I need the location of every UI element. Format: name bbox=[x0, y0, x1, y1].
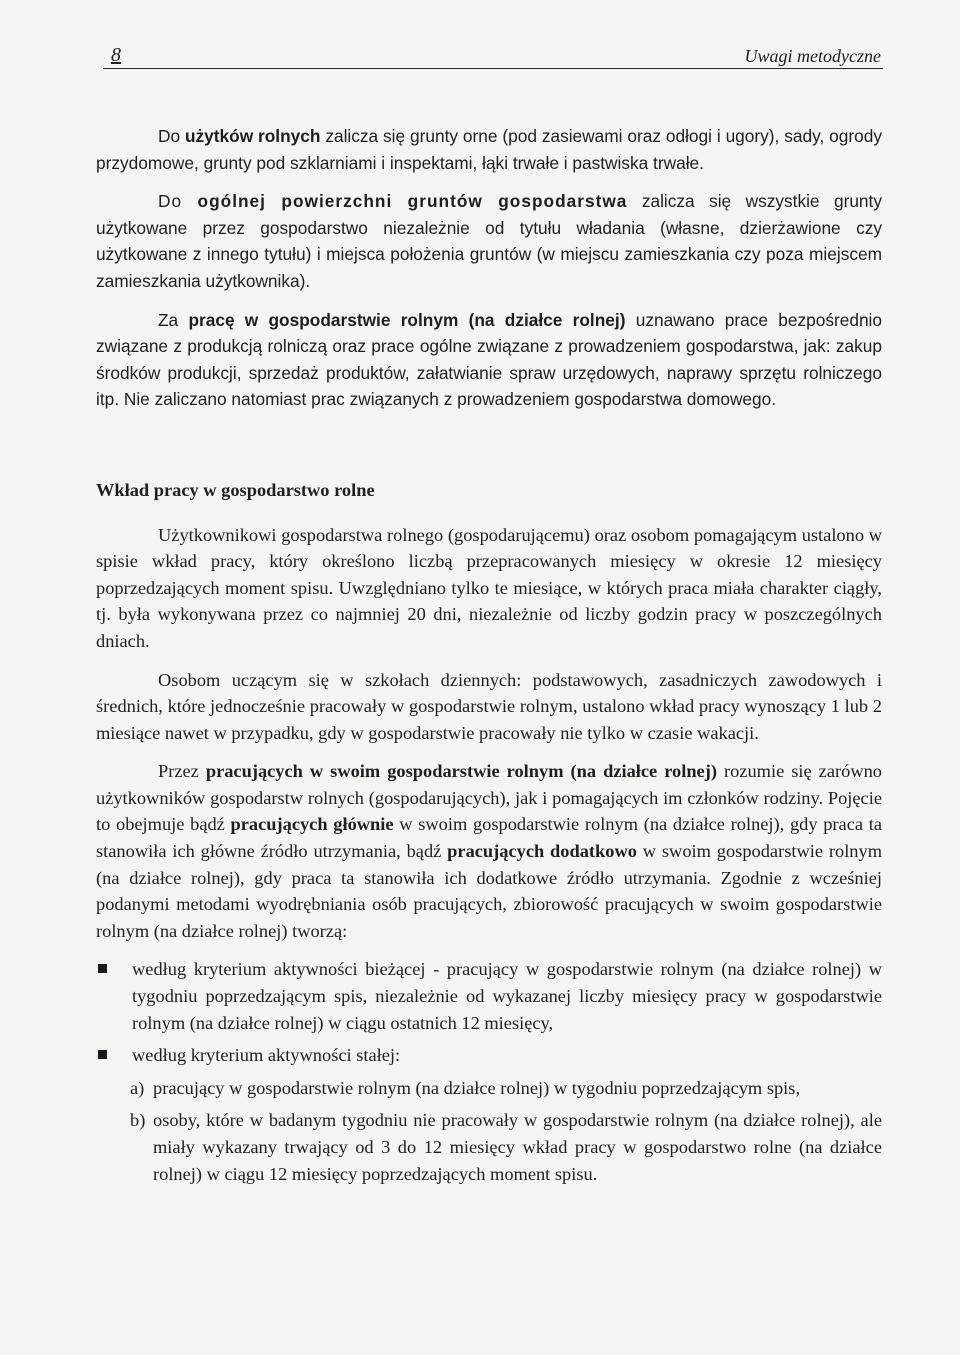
term-pracujacy-w-gospodarstwie: pracujących w swoim gospodarstwie rolnym (na działce rolnej) bbox=[205, 761, 717, 782]
paragraph-praca-w-gospodarstwie bbox=[96, 307, 882, 413]
paragraph-uzytki-rolne bbox=[96, 123, 882, 176]
sub-list-item bbox=[96, 1107, 882, 1187]
text-run: uznawano prace bezpośrednio związane z produkcją rolniczą oraz prace ogólne związane z prowadzeniem gospodarstwa, jak: zakup środków produkcji, sprzedaż produktów, załatwianie spraw urzędowych, naprawy sprzętu rolniczego itp. Nie zaliczano natomiast prac związanych z prowadzeniem gospodarstwa domowego. bbox=[96, 309, 882, 410]
text-run: zalicza się wszystkie grunty użytkowane przez gospodarstwo niezależnie od tytułu władania (własne, dzierżawione czy użytkowane z innego tytułu) i miejsca położenia gruntów (w miejscu zamieszkania czy poza miejscem zamieszkania użytkownika). bbox=[96, 191, 882, 291]
text-run: Do bbox=[158, 191, 198, 212]
text-run: Za bbox=[158, 309, 189, 330]
paragraph-pracujacy-w-gospodarstwie bbox=[96, 758, 882, 944]
sub-list-text: pracujący w gospodarstwie rolnym (na działce rolnej) w tygodniu poprzedzającym spis, bbox=[153, 1077, 801, 1098]
list-item bbox=[96, 1042, 882, 1069]
term-pracujacy-glownie: pracujących głównie bbox=[230, 814, 394, 835]
square-bullet-icon bbox=[98, 964, 107, 973]
term-ogolna-powierzchnia: ogólnej powierzchni gruntów gospodarstwa bbox=[197, 191, 628, 212]
sub-list bbox=[96, 1075, 882, 1187]
text-run: rozumie się zarówno użytkowników gospodarstw rolnych (gospodarujących), jak i pomagających im członków rodziny. Pojęcie to obejmuje bądź bbox=[96, 761, 882, 835]
paragraph-ogolna-powierzchnia bbox=[96, 188, 882, 294]
section-heading: Wkład pracy w gospodarstwo rolne bbox=[96, 479, 375, 500]
text-run: w swoim gospodarstwie rolnym (na działce rolnej), gdy praca ta stanowiła ich główne źródło utrzymania, bądź bbox=[96, 814, 882, 862]
text-run: w swoim gospodarstwie rolnym (na działce rolnej), gdy praca ta stanowiła ich dodatkowe źródło utrzymania. Zgodnie z wcześniej podanymi metodami wyodrębniania osób pracujących, zbiorowość pracujących w swoim gospodarstwie rolnym (na działce rolnej) tworzą: bbox=[96, 841, 882, 941]
sub-list-label: b) bbox=[130, 1110, 146, 1131]
list-item-text: według kryterium aktywności bieżącej - pracujący w gospodarstwie rolnym (na działce rolnej) w tygodniu poprzedzającym spis, niezależnie od wykazanej liczby miesięcy pracy w gospodarstwie rolnym (na działce rolnej) w ciągu ostatnich 12 miesięcy, bbox=[132, 959, 882, 1033]
running-title: Uwagi metodyczne bbox=[744, 46, 881, 66]
sub-list-label: a) bbox=[130, 1077, 145, 1098]
sub-list-text: osoby, które w badanym tygodniu nie pracowały w gospodarstwie rolnym (na działce rolnej), ale miały wykazany trwający od 3 do 12 miesięcy wkład pracy w gospodarstwo rolne (na działce rolnej) w ciągu 12 miesięcy poprzedzających moment spisu. bbox=[153, 1110, 882, 1184]
text-run: zalicza się grunty orne (pod zasiewami oraz odłogi i ugory), sady, ogrody przydomowe, grunty pod szklarniami i inspektami, łąki trwałe i pastwiska trwałe. bbox=[96, 126, 882, 173]
list-item-text: według kryterium aktywności stałej: bbox=[132, 1045, 401, 1066]
square-bullet-icon bbox=[98, 1050, 107, 1059]
term-praca-w-gospodarstwie: pracę w gospodarstwie rolnym (na działce rolnej) bbox=[188, 309, 626, 330]
bullet-list bbox=[96, 956, 882, 1068]
term-uzytki-rolne: użytków rolnych bbox=[184, 126, 321, 146]
page-number: 8 bbox=[111, 44, 121, 66]
running-header bbox=[103, 42, 883, 69]
text-run: Przez bbox=[158, 761, 206, 782]
list-item bbox=[96, 956, 882, 1036]
paragraph-wklad-pracy: Użytkownikowi gospodarstwa rolnego (gospodarującemu) oraz osobom pomagającym ustalono w spisie wkład pracy, który określono liczbą przepracowanych miesięcy w okresie 12 miesięcy poprzedzających moment spisu. Uwzględniano tylko te miesiące, w których praca miała charakter ciągły, tj. była wykonywana przez co najmniej 20 dni, niezależnie od liczby godzin pracy w poszczególnych dniach. bbox=[96, 524, 882, 651]
term-pracujacy-dodatkowo: pracujących dodatkowo bbox=[447, 841, 637, 862]
paragraph-osoby-uczace-sie: Osobom uczącym się w szkołach dziennych: podstawowych, zasadniczych zawodowych i średnich, które jednocześnie pracowały w gospodarstwie rolnym, ustalono wkład pracy wynoszący 1 lub 2 miesiące nawet w przypadku, gdy w gospodarstwie pracowały nie tylko w czasie wakacji. bbox=[96, 669, 882, 743]
text-run: Do bbox=[158, 126, 185, 146]
body-text bbox=[96, 123, 882, 1187]
sub-list-item bbox=[96, 1075, 882, 1102]
